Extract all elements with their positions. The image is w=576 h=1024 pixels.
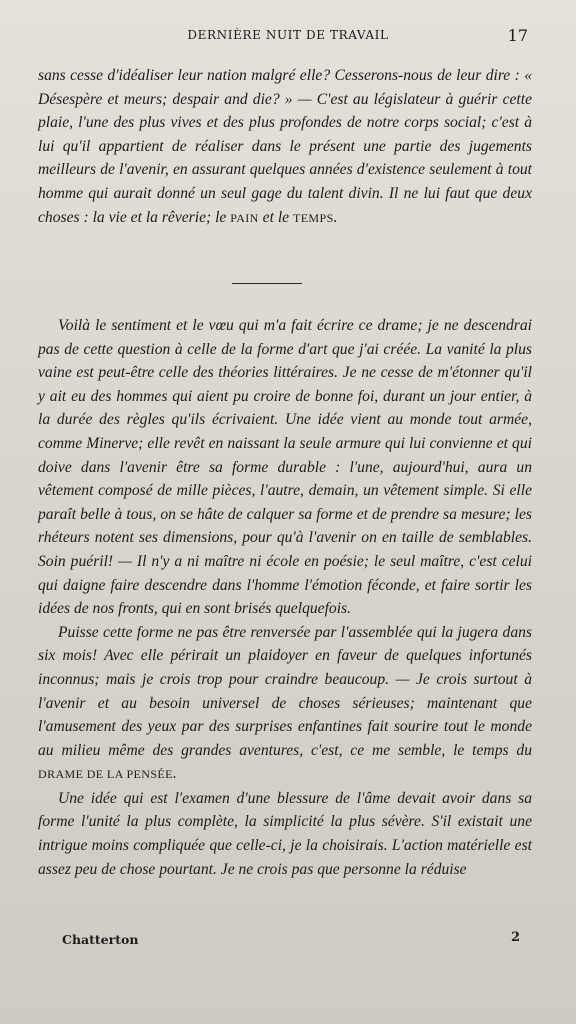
paragraph-continuation-text: sans cesse d'idéaliser leur nation malgré elle? Cesserons-nous de leur dire : « Désespère et meurs; despair and die? » — C'est au législateur à guérir cette plaie, l'une des plus vives et des plus profondes de notre corps social; c'est à lui qu'il appartient de réaliser dans le présent une partie des jugements meilleurs de l'avenir, en assurant quelques années d'existence seulement à tout homme qui aurait donné un seul gage du talent divin. Il ne lui faut que deux choses : la vie et la rêverie; le [38, 67, 532, 226]
paragraph-continuation [38, 64, 532, 230]
footer-signature: Chatterton [62, 932, 139, 947]
connector-text: et le [258, 208, 293, 226]
paragraph-voila: Voilà le sentiment et le vœu qui m'a fait écrire ce drame; je ne descendrai pas de cette question à celle de la forme d'art que j'ai créée. La vanité la plus vaine est peut-être celle des théories littéraires. Je ne cesse de m'étonner qu'il y ait eu des hommes qui aient pu croire de bonne foi, durant un jour entier, à la durée des règles qu'ils écrivaient. Une idée vient au monde tout armée, comme Minerve; elle revêt en naissant la seule armure qui lui convienne et qui doive dans l'avenir être sa forme durable : l'une, aujourd'hui, aura un vêtement composé de mille pièces, l'autre, demain, un vêtement simple. Si elle paraît belle à tous, on se hâte de calquer sa forme et de prendre sa mesure; les rhéteurs notent ses dimensions, pour qu'à l'avenir on en taille de semblables. Soin puéril! — Il n'y a ni maître ni école en poésie; le seul maître, c'est celui qui daigne faire descendre dans l'homme l'émotion féconde, et faire sortir les idées de nos fronts, qui en sont brisés quelquefois. [38, 317, 532, 618]
period: . [333, 208, 338, 226]
paragraph-une-idee: Une idée qui est l'examen d'une blessure de l'âme devait avoir dans sa forme l'unité la plus complète, la simplicité la plus sévère. S'il existait une intrigue moins compliquée que celle-ci, je la choisirais. L'action matérielle est assez peu de chose pourtant. Je ne crois pas que personne la réduise [38, 789, 532, 878]
small-caps-pain: PAIN [230, 210, 259, 225]
running-head [0, 26, 576, 46]
text-block-main [38, 314, 532, 881]
section-divider [232, 283, 302, 284]
small-caps-temps: TEMPS [292, 210, 334, 225]
small-caps-drame: DRAME DE LA PENSÉE [38, 767, 173, 782]
period: . [172, 765, 177, 783]
text-block-top [38, 64, 532, 230]
signature-number: 2 [510, 930, 520, 945]
paragraph-puisse-text: Puisse cette forme ne pas être renversée par l'assemblée qui la jugera dans six mois! Avec elle périrait un plaidoyer en faveur de quelques infortunés inconnus; mais je crois trop pour craindre beaucoup. — Je crois surtout à l'avenir et au besoin universel de choses sérieuses; maintenant que l'amusement des yeux par des surprises enfantines fait sourire tout le monde au milieu même des grandes aventures, c'est, ce me semble, le temps du [38, 623, 532, 759]
paragraph-puisse [38, 621, 532, 787]
page-number: 17 [507, 26, 528, 45]
running-title: DERNIÈRE NUIT DE TRAVAIL [187, 28, 389, 42]
